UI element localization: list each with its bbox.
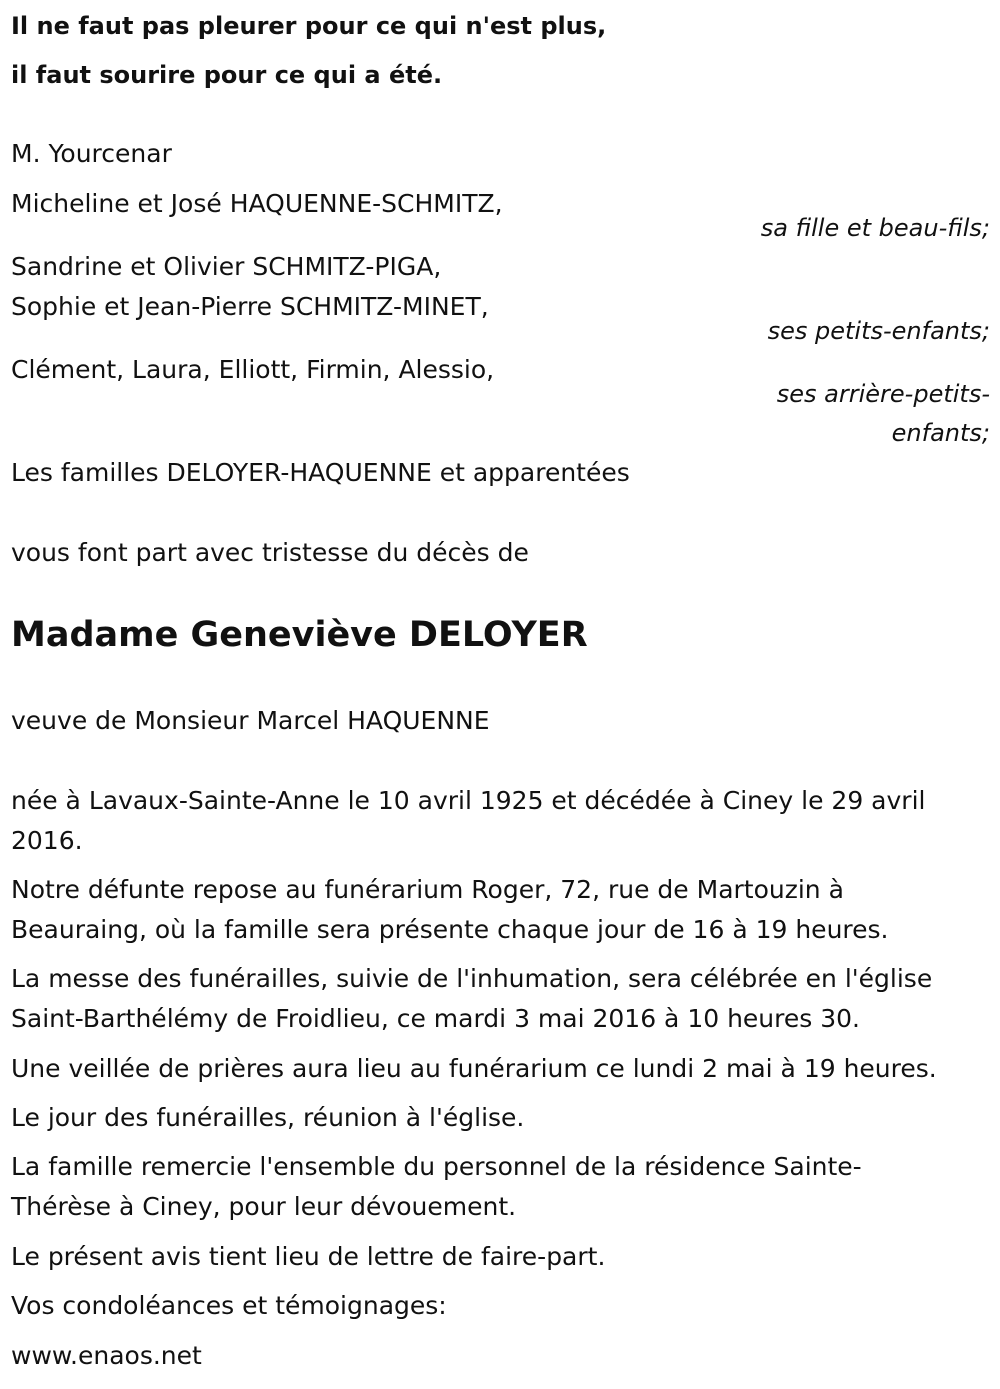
deceased-name: Madame Geneviève DELOYER: [11, 615, 588, 655]
epigraph-line-1: Il ne faut pas pleurer pour ce qui n'est plus,: [11, 12, 607, 40]
epigraph-line-2: il faut sourire pour ce qui a été.: [11, 61, 443, 89]
announcement: vous font part avec tristesse du décès de: [11, 538, 529, 567]
daughter-names: Micheline et José HAQUENNE-SCHMITZ,: [11, 189, 503, 218]
great-grandchildren-relation-line-1: ses arrière-petits-: [776, 380, 990, 408]
birth-death-line-2: 2016.: [11, 826, 83, 855]
thanks-line-2: Thérèse à Ciney, pour leur dévouement.: [11, 1192, 517, 1221]
widow-of: veuve de Monsieur Marcel HAQUENNE: [11, 706, 490, 735]
vigil-line: Une veillée de prières aura lieu au funérarium ce lundi 2 mai à 19 heures.: [11, 1054, 937, 1083]
grandchildren-relation: ses petits-enfants;: [767, 317, 990, 345]
meeting-line: Le jour des funérailles, réunion à l'église.: [11, 1103, 525, 1132]
mass-line-2: Saint-Barthélémy de Froidlieu, ce mardi 3 mai 2016 à 10 heures 30.: [11, 1004, 860, 1033]
notice-line: Le présent avis tient lieu de lettre de faire-part.: [11, 1242, 606, 1271]
mass-line-1: La messe des funérailles, suivie de l'inhumation, sera célébrée en l'église: [11, 964, 933, 993]
grandchildren-line-1: Sandrine et Olivier SCHMITZ-PIGA,: [11, 252, 442, 281]
birth-death-line-1: née à Lavaux-Sainte-Anne le 10 avril 1925 et décédée à Ciney le 29 avril: [11, 786, 926, 815]
great-grandchildren-names: Clément, Laura, Elliott, Firmin, Alessio,: [11, 355, 495, 384]
rest-line-1: Notre défunte repose au funérarium Roger, 72, rue de Martouzin à: [11, 875, 844, 904]
epigraph-author: M. Yourcenar: [11, 139, 172, 168]
condolences-label: Vos condoléances et témoignages:: [11, 1291, 447, 1320]
rest-line-2: Beauraing, où la famille sera présente chaque jour de 16 à 19 heures.: [11, 915, 889, 944]
website-link[interactable]: www.enaos.net: [11, 1341, 202, 1370]
daughter-relation: sa fille et beau-fils;: [760, 214, 990, 242]
thanks-line-1: La famille remercie l'ensemble du personnel de la résidence Sainte-: [11, 1152, 862, 1181]
families-line: Les familles DELOYER-HAQUENNE et apparentées: [11, 458, 630, 487]
great-grandchildren-relation-line-2: enfants;: [891, 419, 990, 447]
grandchildren-line-2: Sophie et Jean-Pierre SCHMITZ-MINET,: [11, 292, 489, 321]
